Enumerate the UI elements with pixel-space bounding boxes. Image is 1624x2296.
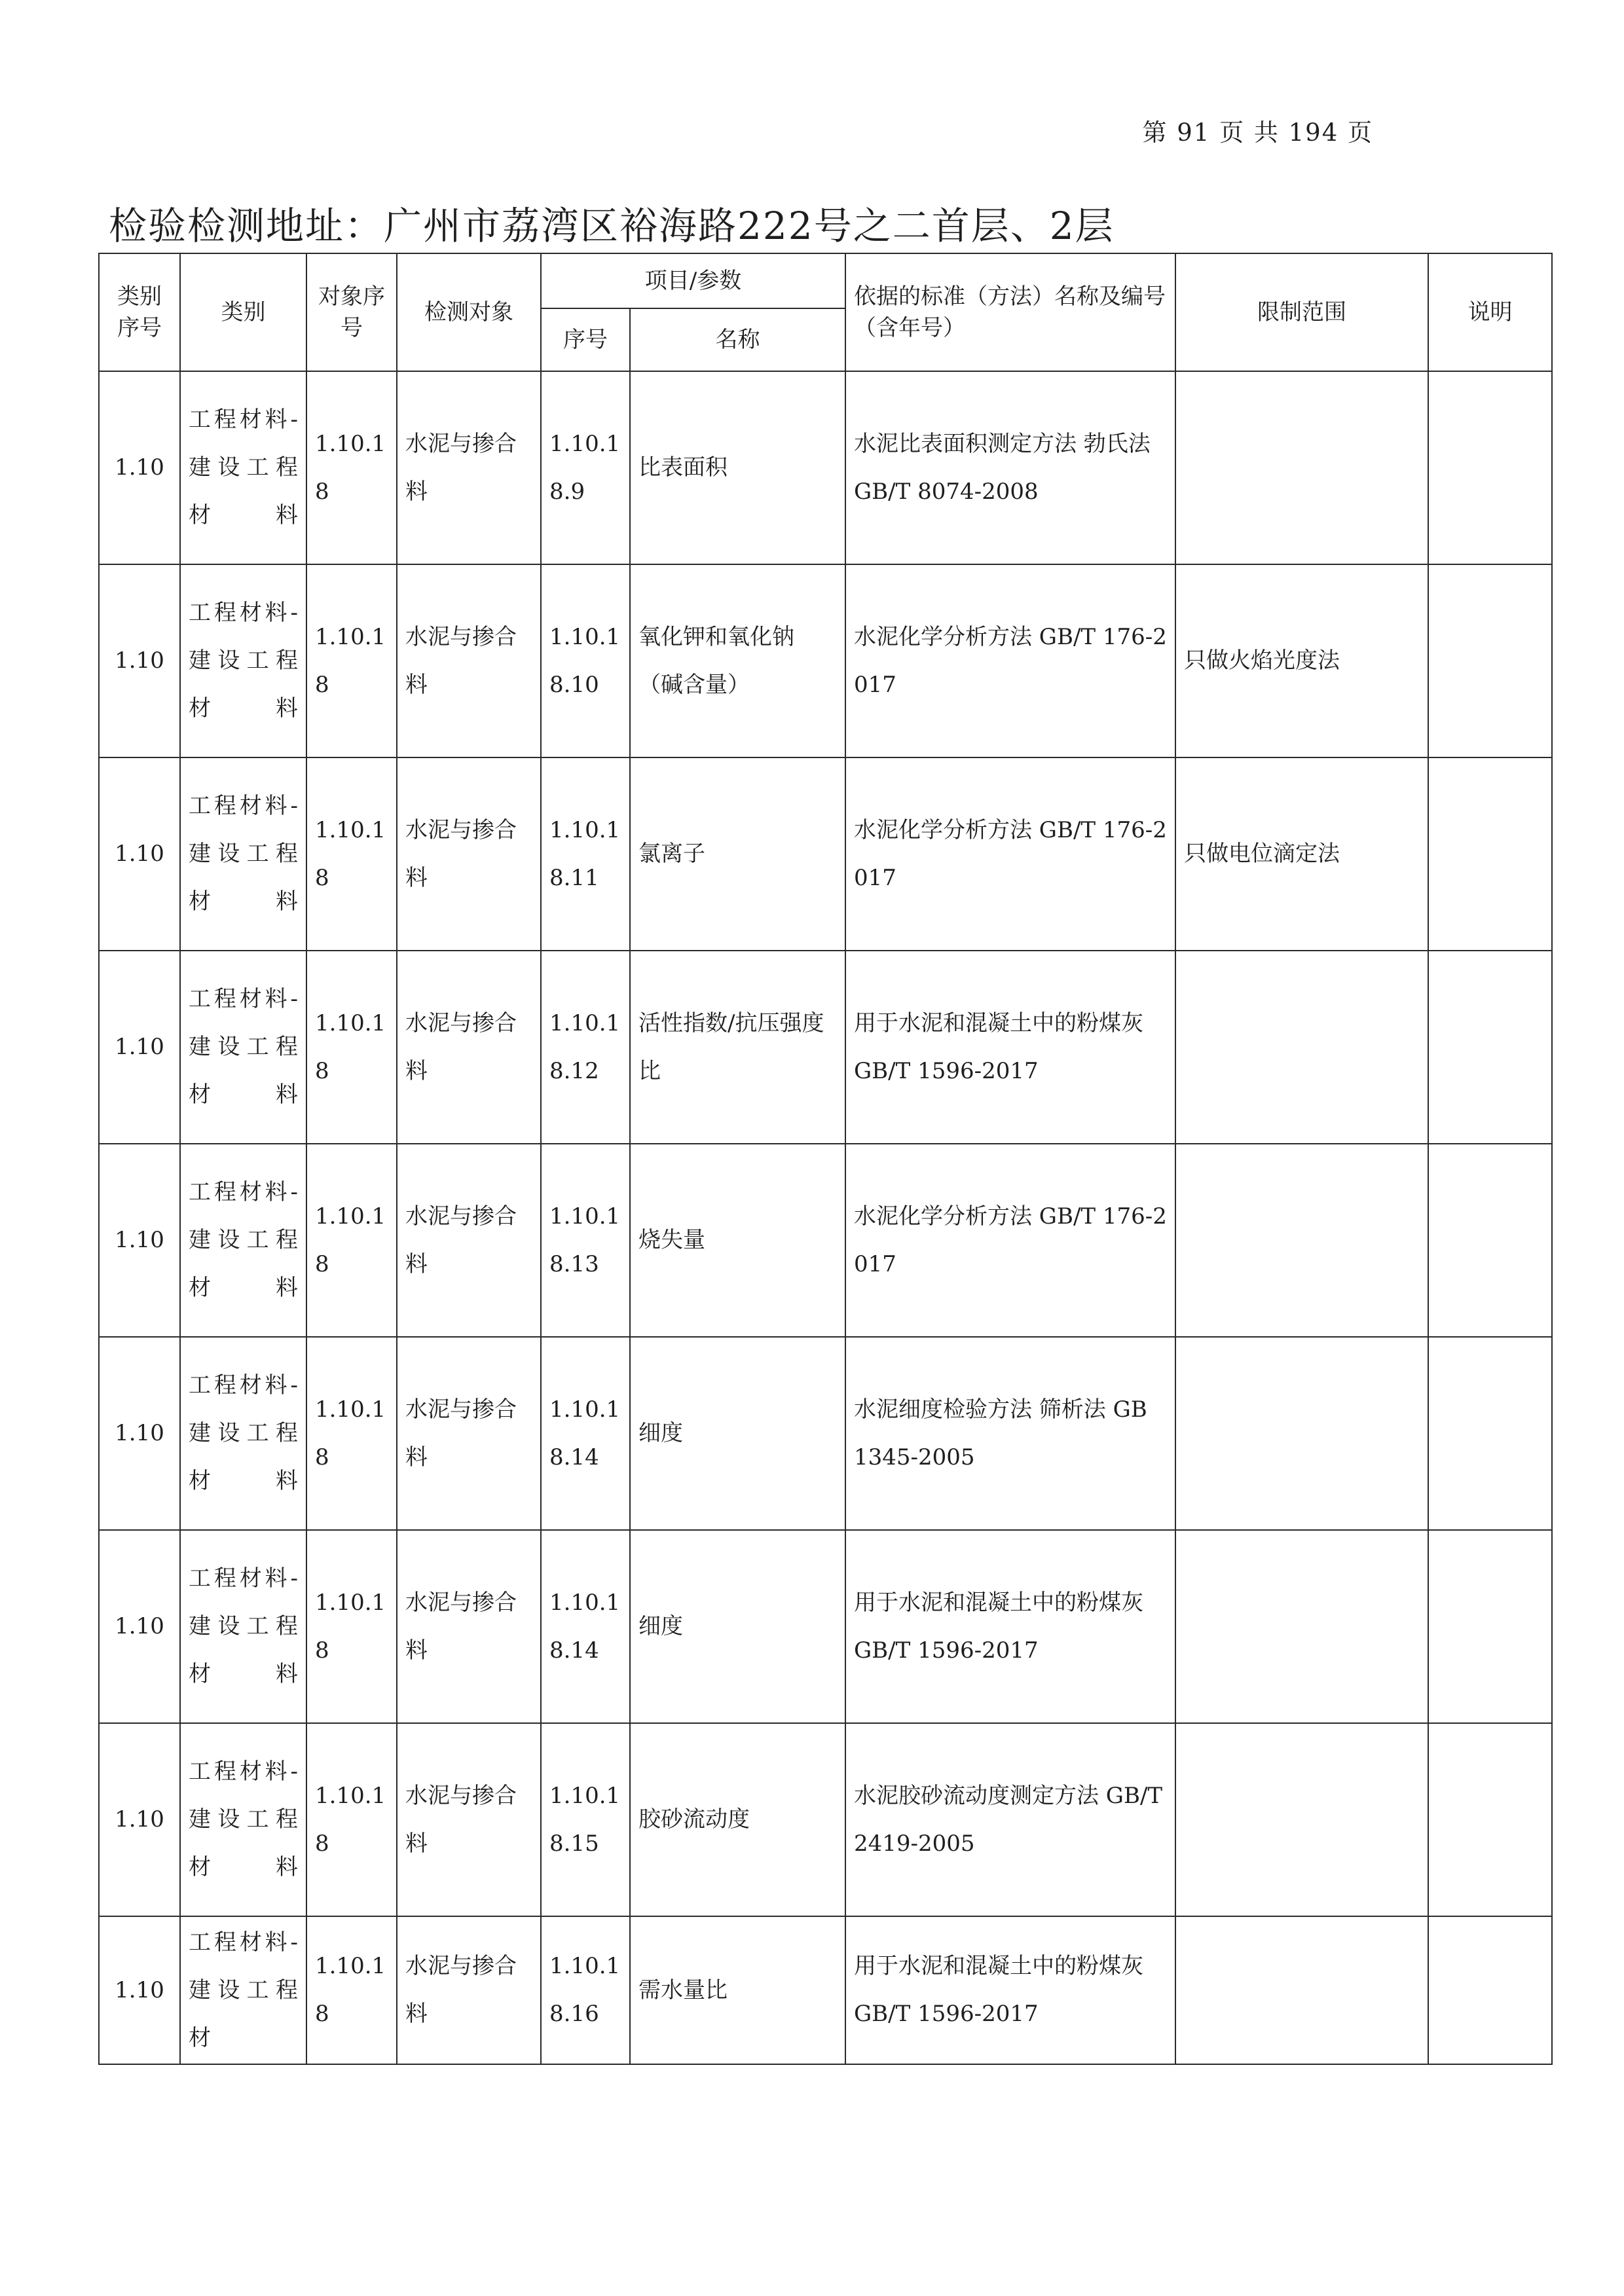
item-name-cell: 比表面积: [630, 371, 845, 564]
object-no-cell: 1.10.18: [306, 1337, 397, 1530]
category-cell: 工程材料-建设工程材料: [180, 1723, 306, 1916]
test-object-cell: 水泥与掺合料: [397, 951, 541, 1144]
category-no-cell: 1.10: [99, 371, 180, 564]
category-cell: 工程材料-建设工程材料: [180, 1530, 306, 1723]
table-header: [99, 253, 1552, 371]
category-cell: 工程材料-建设工程材料: [180, 1144, 306, 1337]
remarks-cell: [1428, 1723, 1552, 1916]
table-row: [99, 757, 1552, 951]
header-standard-basis: 依据的标准（方法）名称及编号（含年号）: [845, 253, 1175, 371]
remarks-cell: [1428, 1337, 1552, 1530]
accreditation-scope-table: [98, 253, 1553, 2065]
limit-scope-cell: [1175, 371, 1428, 564]
test-object-cell: 水泥与掺合料: [397, 1530, 541, 1723]
item-no-cell: 1.10.18.11: [541, 757, 630, 951]
category-no-cell: 1.10: [99, 1337, 180, 1530]
item-name-cell: 氯离子: [630, 757, 845, 951]
test-object-cell: 水泥与掺合料: [397, 1337, 541, 1530]
test-object-cell: 水泥与掺合料: [397, 564, 541, 757]
test-object-cell: 水泥与掺合料: [397, 371, 541, 564]
item-no-cell: 1.10.18.13: [541, 1144, 630, 1337]
table-row: [99, 1337, 1552, 1530]
standard-basis-cell: 用于水泥和混凝土中的粉煤灰 GB/T 1596-2017: [845, 1916, 1175, 2064]
item-no-cell: 1.10.18.15: [541, 1723, 630, 1916]
object-no-cell: 1.10.18: [306, 564, 397, 757]
standard-basis-cell: 水泥化学分析方法 GB/T 176-2017: [845, 757, 1175, 951]
item-no-cell: 1.10.18.14: [541, 1337, 630, 1530]
object-no-cell: 1.10.18: [306, 951, 397, 1144]
limit-scope-cell: [1175, 951, 1428, 1144]
limit-scope-cell: 只做电位滴定法: [1175, 757, 1428, 951]
test-object-cell: 水泥与掺合料: [397, 1144, 541, 1337]
category-no-cell: 1.10: [99, 1723, 180, 1916]
header-category-no: 类别序号: [99, 253, 180, 371]
table-row: [99, 1916, 1552, 2064]
object-no-cell: 1.10.18: [306, 1723, 397, 1916]
test-object-cell: 水泥与掺合料: [397, 1723, 541, 1916]
object-no-cell: 1.10.18: [306, 757, 397, 951]
category-cell: 工程材料-建设工程材料: [180, 564, 306, 757]
limit-scope-cell: 只做火焰光度法: [1175, 564, 1428, 757]
header-remarks: 说明: [1428, 253, 1552, 371]
limit-scope-cell: [1175, 1530, 1428, 1723]
header-item-parameter: 项目/参数: [541, 253, 845, 308]
remarks-cell: [1428, 564, 1552, 757]
standard-basis-cell: 用于水泥和混凝土中的粉煤灰 GB/T 1596-2017: [845, 1530, 1175, 1723]
table-row: [99, 951, 1552, 1144]
object-no-cell: 1.10.18: [306, 1530, 397, 1723]
category-no-cell: 1.10: [99, 564, 180, 757]
table-row: [99, 1723, 1552, 1916]
remarks-cell: [1428, 371, 1552, 564]
item-no-cell: 1.10.18.9: [541, 371, 630, 564]
item-no-cell: 1.10.18.16: [541, 1916, 630, 2064]
standard-basis-cell: 水泥化学分析方法 GB/T 176-2017: [845, 564, 1175, 757]
standard-basis-cell: 用于水泥和混凝土中的粉煤灰 GB/T 1596-2017: [845, 951, 1175, 1144]
category-no-cell: 1.10: [99, 951, 180, 1144]
category-cell: 工程材料-建设工程材料: [180, 1337, 306, 1530]
header-item-name: 名称: [630, 308, 845, 371]
category-no-cell: 1.10: [99, 1530, 180, 1723]
item-name-cell: 氧化钾和氧化钠（碱含量）: [630, 564, 845, 757]
table-body: [99, 371, 1552, 2064]
category-no-cell: 1.10: [99, 1144, 180, 1337]
object-no-cell: 1.10.18: [306, 1916, 397, 2064]
category-cell: 工程材料-建设工程材料: [180, 371, 306, 564]
test-object-cell: 水泥与掺合料: [397, 1916, 541, 2064]
table-row: [99, 564, 1552, 757]
header-object-no: 对象序号: [306, 253, 397, 371]
limit-scope-cell: [1175, 1723, 1428, 1916]
remarks-cell: [1428, 757, 1552, 951]
object-no-cell: 1.10.18: [306, 1144, 397, 1337]
page-number: 第 91 页 共 194 页: [1142, 118, 1373, 147]
limit-scope-cell: [1175, 1337, 1428, 1530]
item-name-cell: 细度: [630, 1530, 845, 1723]
object-no-cell: 1.10.18: [306, 371, 397, 564]
testing-address: 检验检测地址：广州市荔湾区裕海路222号之二首层、2层: [109, 204, 1115, 248]
header-category: 类别: [180, 253, 306, 371]
item-no-cell: 1.10.18.14: [541, 1530, 630, 1723]
standard-basis-cell: 水泥胶砂流动度测定方法 GB/T 2419-2005: [845, 1723, 1175, 1916]
item-name-cell: 活性指数/抗压强度比: [630, 951, 845, 1144]
remarks-cell: [1428, 1916, 1552, 2064]
category-no-cell: 1.10: [99, 757, 180, 951]
category-cell: 工程材料-建设工程材: [180, 1916, 306, 2064]
remarks-cell: [1428, 951, 1552, 1144]
item-no-cell: 1.10.18.10: [541, 564, 630, 757]
table-row: [99, 1144, 1552, 1337]
test-object-cell: 水泥与掺合料: [397, 757, 541, 951]
header-test-object: 检测对象: [397, 253, 541, 371]
remarks-cell: [1428, 1144, 1552, 1337]
item-name-cell: 细度: [630, 1337, 845, 1530]
table-row: [99, 1530, 1552, 1723]
item-name-cell: 需水量比: [630, 1916, 845, 2064]
standard-basis-cell: 水泥化学分析方法 GB/T 176-2017: [845, 1144, 1175, 1337]
header-limit-scope: 限制范围: [1175, 253, 1428, 371]
item-no-cell: 1.10.18.12: [541, 951, 630, 1144]
remarks-cell: [1428, 1530, 1552, 1723]
category-cell: 工程材料-建设工程材料: [180, 757, 306, 951]
limit-scope-cell: [1175, 1916, 1428, 2064]
table-row: [99, 371, 1552, 564]
standard-basis-cell: 水泥比表面积测定方法 勃氏法 GB/T 8074-2008: [845, 371, 1175, 564]
category-no-cell: 1.10: [99, 1916, 180, 2064]
header-item-no: 序号: [541, 308, 630, 371]
item-name-cell: 烧失量: [630, 1144, 845, 1337]
limit-scope-cell: [1175, 1144, 1428, 1337]
item-name-cell: 胶砂流动度: [630, 1723, 845, 1916]
standard-basis-cell: 水泥细度检验方法 筛析法 GB 1345-2005: [845, 1337, 1175, 1530]
category-cell: 工程材料-建设工程材料: [180, 951, 306, 1144]
